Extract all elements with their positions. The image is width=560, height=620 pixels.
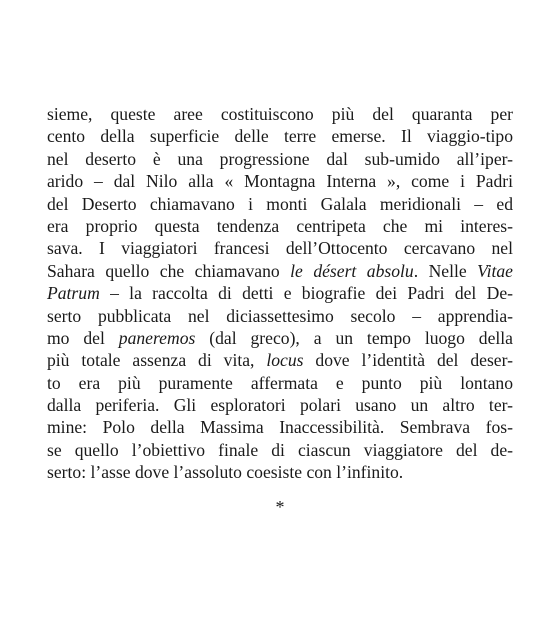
text-segment: dalla periferia. Gli esploratori polari usano un altro ter- — [47, 395, 513, 416]
text-segment: serto pubblicata nel diciassettesimo secolo – apprendia- — [47, 305, 513, 326]
italic-text: Patrum — [47, 283, 100, 304]
text-segment: arido – dal Nilo alla « Montagna Interna », come i Padri — [47, 171, 513, 192]
section-separator: * — [275, 497, 285, 517]
text-line — [47, 461, 513, 483]
text-segment: (dal greco), a un tempo luogo della — [195, 327, 513, 348]
text-segment: più totale assenza di vita, — [47, 350, 267, 371]
italic-text: paneremos — [118, 327, 196, 348]
text-segment: era proprio questa tendenza centripeta che mi interes- — [47, 215, 513, 236]
text-line — [47, 372, 513, 394]
text-line — [47, 349, 513, 371]
text-segment: to era più puramente affermata e punto più lontano — [47, 372, 513, 393]
text-segment: se quello l’obiettivo finale di ciascun viaggiatore del de- — [47, 439, 513, 460]
text-line — [47, 170, 513, 192]
text-line — [47, 305, 513, 327]
text-segment: cento della superficie delle terre emerse. Il viaggio-tipo — [47, 126, 513, 147]
text-line — [47, 103, 513, 125]
text-segment: del Deserto chiamavano i monti Galala meridionali – ed — [47, 193, 513, 214]
italic-text: locus — [266, 350, 304, 371]
text-segment: dove l’identità del deser- — [303, 350, 513, 371]
text-segment: – la raccolta di detti e biografie dei Padri del De- — [99, 283, 513, 304]
text-segment: . Nelle — [413, 260, 478, 281]
text-line — [47, 416, 513, 438]
text-segment: mine: Polo della Massima Inaccessibilità. Sembrava fos- — [47, 417, 513, 438]
text-line — [47, 282, 513, 304]
text-line — [47, 439, 513, 461]
text-line — [47, 125, 513, 147]
text-line — [47, 215, 513, 237]
text-line — [47, 327, 513, 349]
text-line — [47, 148, 513, 170]
italic-text: le désert absolu — [290, 260, 414, 281]
text-line — [47, 193, 513, 215]
text-line — [47, 394, 513, 416]
text-segment: serto: l’asse dove l’assoluto coesiste con l’infinito. — [47, 462, 404, 483]
text-segment: mo del — [47, 327, 119, 348]
body-text — [47, 103, 513, 484]
text-segment: nel deserto è una progressione dal sub-umido all’iper- — [47, 148, 513, 169]
text-segment: sava. I viaggiatori francesi dell’Ottocento cercavano nel — [47, 238, 513, 259]
italic-text: Vitae — [477, 260, 513, 281]
text-segment: Sahara quello che chiamavano — [47, 260, 291, 281]
text-segment: sieme, queste aree costituiscono più del quaranta per — [47, 104, 513, 124]
text-line — [47, 260, 513, 282]
text-line — [47, 237, 513, 259]
